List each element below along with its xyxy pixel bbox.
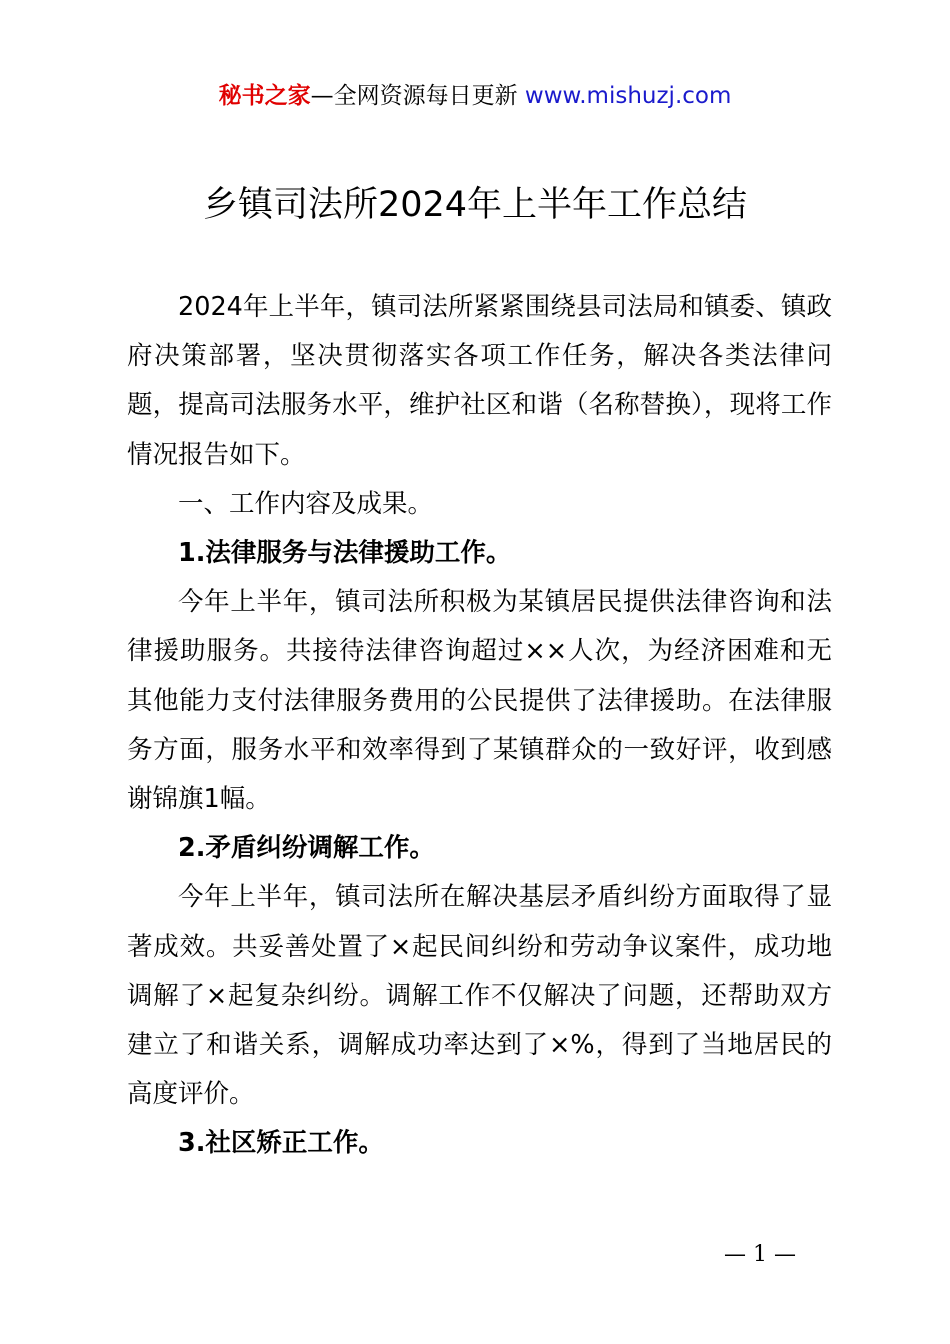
site-url-link[interactable]: www.mishuzj.com (524, 83, 732, 109)
item-paragraph-legal-services: 今年上半年，镇司法所积极为某镇居民提供法律咨询和法律援助服务。共接待法律咨询超过××人次，为经济困难和无其他能力支付法律服务费用的公民提供了法律援助。在法律服务方面，服务水平和效率得到了某镇群众的一致好评，收到感谢锦旗1幅。 (127, 587, 832, 815)
site-tagline: —全网资源每日更新 (310, 83, 518, 109)
item-paragraph-mediation: 今年上半年，镇司法所在解决基层矛盾纠纷方面取得了显著成效。共妥善处置了×起民间纠纷和劳动争议案件，成功地调解了×起复杂纠纷。调解工作不仅解决了问题，还帮助双方建立了和谐关系，调解成功率达到了×%，得到了当地居民的高度评价。 (127, 882, 832, 1110)
site-brand: 秘书之家 (218, 83, 311, 109)
document-body (127, 283, 832, 1169)
document-title: 乡镇司法所2024年上半年工作总结 (202, 185, 748, 225)
intro-paragraph: 2024年上半年，镇司法所紧紧围绕县司法局和镇委、镇政府决策部署，坚决贯彻落实各项工作任务，解决各类法律问题，提高司法服务水平，维护社区和谐（名称替换），现将工作情况报告如下。 (127, 292, 832, 470)
item-heading-legal-services: 1.法律服务与法律援助工作。 (178, 538, 512, 569)
item-heading-mediation: 2.矛盾纠纷调解工作。 (178, 833, 435, 864)
site-header-banner (0, 80, 950, 112)
section-heading-1: 一、工作内容及成果。 (178, 488, 434, 519)
item-heading-community-correction: 3.社区矫正工作。 (178, 1128, 384, 1159)
page-number: — 1 — (724, 1242, 796, 1267)
